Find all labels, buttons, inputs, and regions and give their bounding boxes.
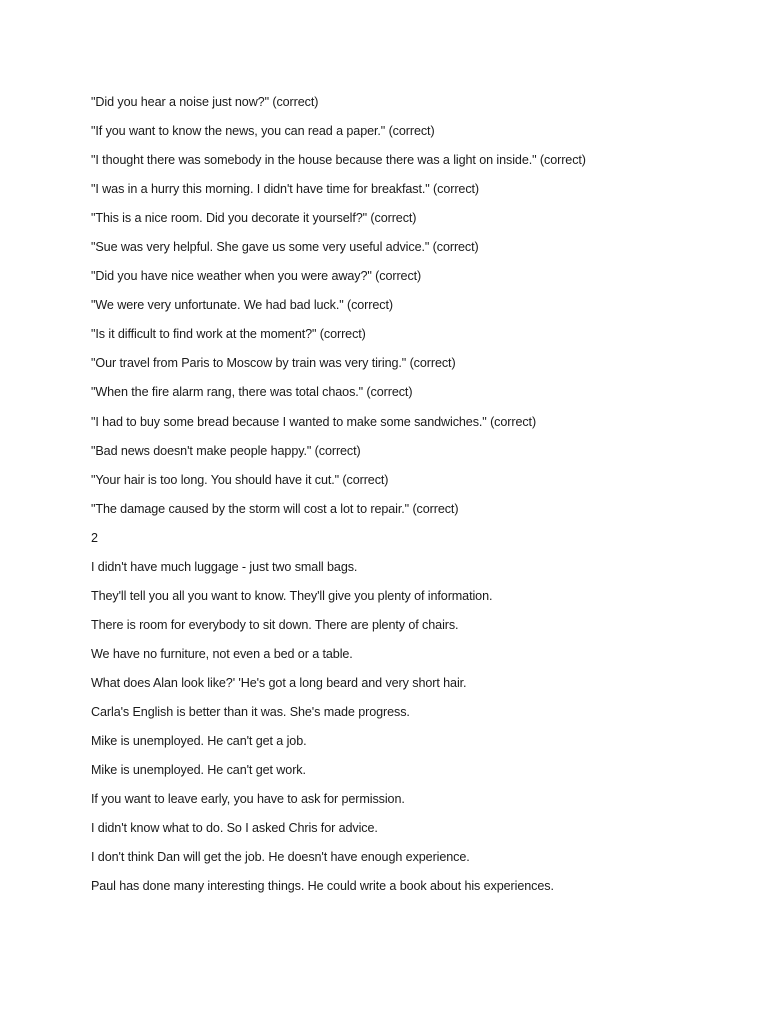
sentence-line: "Sue was very helpful. She gave us some very useful advice." (correct) xyxy=(91,240,479,255)
sentence-line: There is room for everybody to sit down. There are plenty of chairs. xyxy=(91,617,459,632)
sentence-line: I didn't have much luggage - just two small bags. xyxy=(91,559,358,574)
section-number: 2 xyxy=(91,530,98,545)
sentence-line: "Did you have nice weather when you were away?" (correct) xyxy=(91,269,422,284)
sentence-line: "I was in a hurry this morning. I didn't have time for breakfast." (correct) xyxy=(91,182,480,197)
sentence-line: I don't think Dan will get the job. He doesn't have enough experience. xyxy=(91,850,470,865)
sentence-line: Carla's English is better than it was. She's made progress. xyxy=(91,704,410,719)
sentence-line: "I thought there was somebody in the house because there was a light on inside." (correct) xyxy=(91,153,586,168)
sentence-line: "Did you hear a noise just now?" (correct) xyxy=(91,95,319,109)
sentence-line: If you want to leave early, you have to ask for permission. xyxy=(91,792,405,807)
sentence-line: "If you want to know the news, you can read a paper." (correct) xyxy=(91,124,435,139)
sentence-line: "Is it difficult to find work at the moment?" (correct) xyxy=(91,327,366,342)
sentence-line: "The damage caused by the storm will cost a lot to repair." (correct) xyxy=(91,501,459,516)
sentence-line: I didn't know what to do. So I asked Chris for advice. xyxy=(91,821,378,836)
sentence-line: "I had to buy some bread because I wanted to make some sandwiches." (correct) xyxy=(91,414,537,429)
sentence-line: "When the fire alarm rang, there was total chaos." (correct) xyxy=(91,385,413,400)
document-body xyxy=(91,92,731,905)
sentence-line: "Bad news doesn't make people happy." (correct) xyxy=(91,443,361,458)
sentence-line: Mike is unemployed. He can't get a job. xyxy=(91,734,307,749)
sentence-line: Mike is unemployed. He can't get work. xyxy=(91,763,306,778)
sentence-line: They'll tell you all you want to know. They'll give you plenty of information. xyxy=(91,588,493,603)
sentence-line: "Your hair is too long. You should have it cut." (correct) xyxy=(91,472,389,487)
sentence-line: "Our travel from Paris to Moscow by train was very tiring." (correct) xyxy=(91,356,456,371)
sentence-line: We have no furniture, not even a bed or a table. xyxy=(91,646,353,661)
sentence-line: Paul has done many interesting things. He could write a book about his experiences. xyxy=(91,879,554,894)
sentence-line: "This is a nice room. Did you decorate it yourself?" (correct) xyxy=(91,211,417,226)
sentence-line: What does Alan look like?' 'He's got a long beard and very short hair. xyxy=(91,675,467,690)
sentence-line: "We were very unfortunate. We had bad luck." (correct) xyxy=(91,298,393,313)
